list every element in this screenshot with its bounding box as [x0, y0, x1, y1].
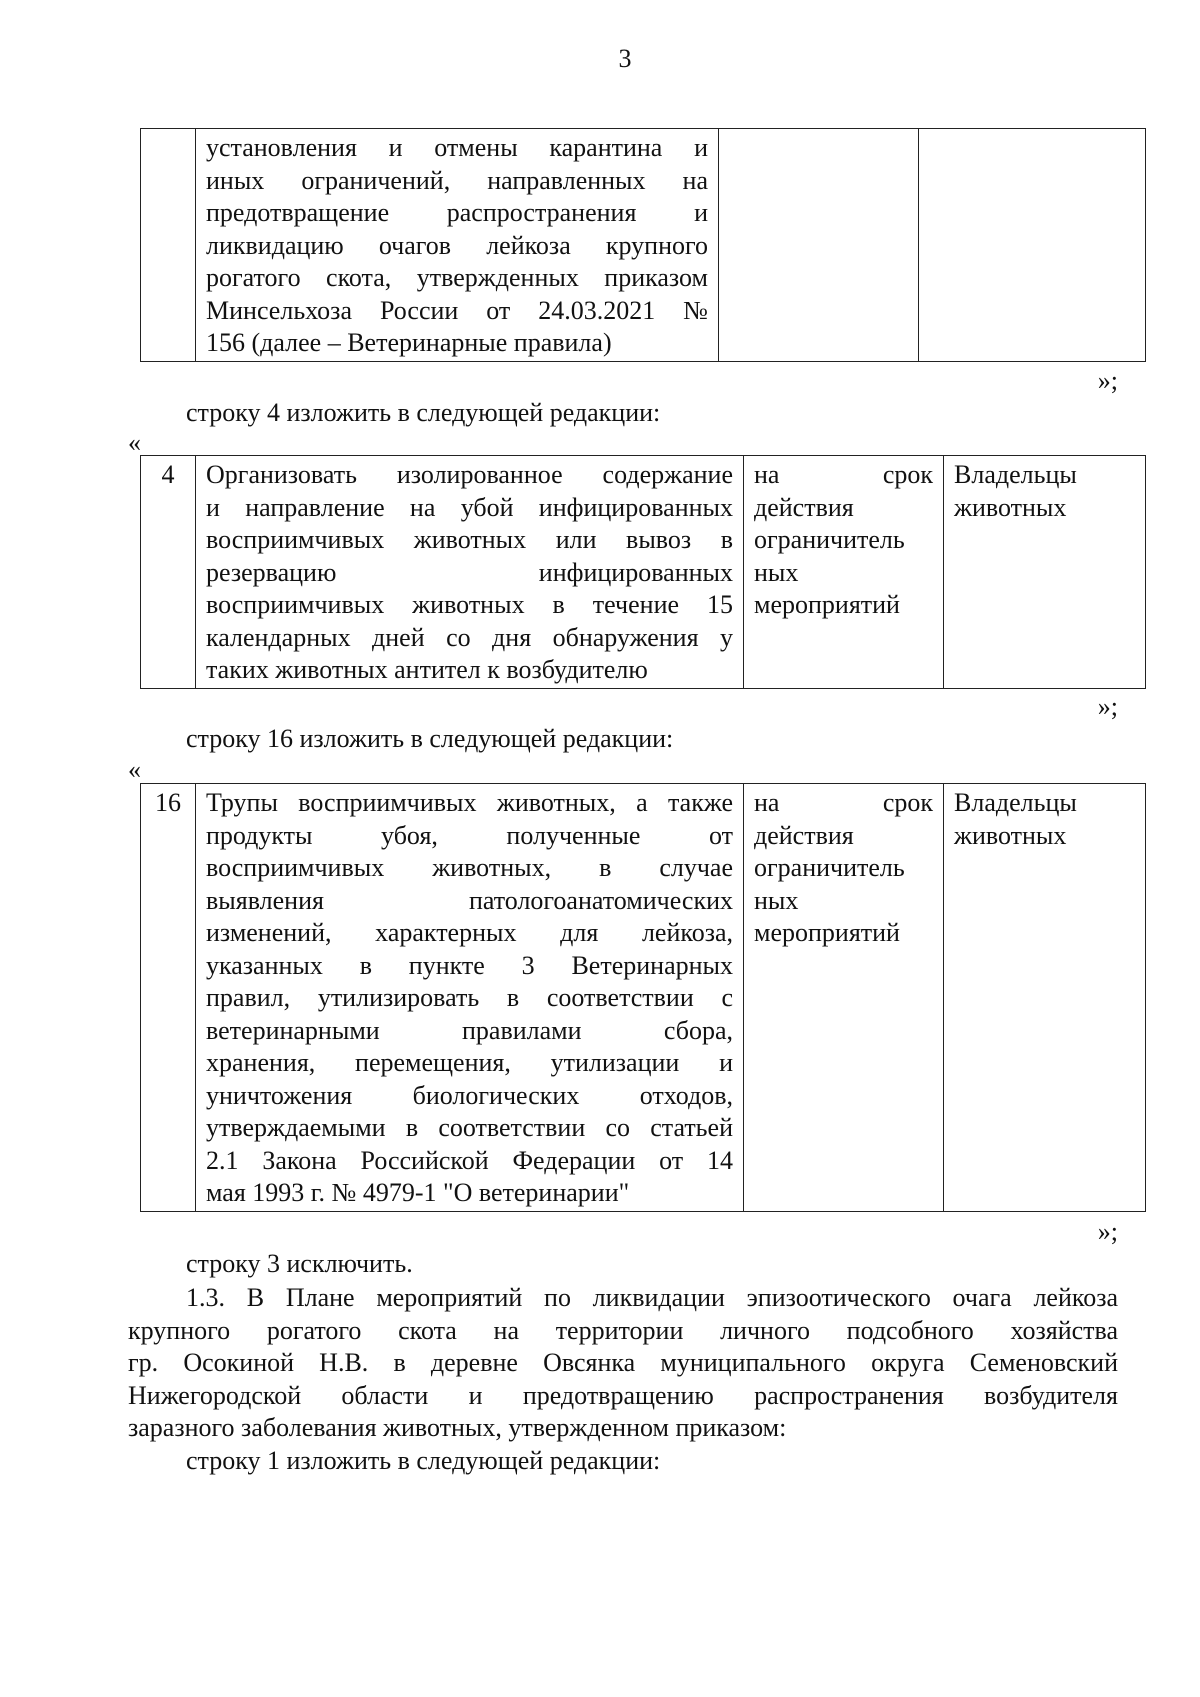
closing-quote: »; [1097, 692, 1118, 721]
text-line: на срок [754, 788, 933, 817]
text-line: выявления патологоанатомических [206, 885, 733, 915]
text-line: ных [754, 557, 799, 587]
cell-num: 4 [141, 456, 196, 689]
instruction-row1: строку 1 изложить в следующей редакции: [186, 1446, 661, 1475]
text-line: животных [954, 820, 1067, 850]
text-line: указанных в пункте 3 Ветеринарных [206, 950, 733, 980]
text-line: животных [954, 492, 1067, 522]
paragraph-1-3 [128, 1282, 1118, 1445]
table-continuation [140, 128, 1146, 362]
text-line: 2.1 Закона Российской Федерации от 14 [206, 1145, 733, 1175]
text-line: установления и отмены карантина и [206, 133, 708, 162]
text-line: ветеринарными правилами сбора, [206, 1015, 733, 1045]
text-line: гр. Осокиной Н.В. в деревне Овсянка муниципального округа Семеновский [128, 1348, 1118, 1377]
text-line: действия [754, 492, 854, 522]
instruction-row16: строку 16 изложить в следующей редакции: [186, 724, 674, 753]
text-line: Трупы восприимчивых животных, а также [206, 788, 733, 817]
text-line: Минсельхоза России от 24.03.2021 № [206, 295, 708, 325]
cell-content [196, 456, 744, 689]
text-line: календарных дней со дня обнаружения у [206, 622, 733, 652]
text-line: правил, утилизировать в соответствии с [206, 983, 733, 1012]
text-line: ограничитель [754, 525, 905, 554]
cell-responsible [944, 456, 1146, 689]
text-line: продукты убоя, полученные от [206, 820, 733, 850]
text-line: Владельцы [954, 788, 1077, 817]
table-row16 [140, 783, 1146, 1212]
text-line: рогатого скота, утвержденных приказом [206, 263, 708, 292]
text-line: уничтожения биологических отходов, [206, 1080, 733, 1110]
text-line: иных ограничений, направленных на [206, 165, 708, 195]
text-line: крупного рогатого скота на территории личного подсобного хозяйства [128, 1315, 1118, 1345]
text-line: восприимчивых животных или вывоз в [206, 525, 733, 554]
text-line: мероприятий [754, 590, 900, 619]
cell-term [744, 784, 944, 1212]
cell-num: 16 [141, 784, 196, 1212]
text-line: Нижегородской области и предотвращению распространения возбудителя [128, 1380, 1118, 1410]
text-line: мероприятий [754, 918, 900, 947]
table-row [141, 784, 1146, 1212]
page-number: 3 [618, 44, 632, 73]
table-row [141, 456, 1146, 689]
text-line: на срок [754, 460, 933, 489]
opening-quote: « [128, 755, 141, 784]
text-line: заразного заболевания животных, утвержденном приказом: [128, 1413, 787, 1442]
cell-responsible [944, 784, 1146, 1212]
text-line: и направление на убой инфицированных [206, 492, 733, 522]
instruction-row4: строку 4 изложить в следующей редакции: [186, 398, 661, 427]
cell-term [719, 129, 919, 362]
cell-num [141, 129, 196, 362]
text-line: ных [754, 885, 799, 915]
text-line: предотвращение распространения и [206, 198, 708, 227]
text-line: ограничитель [754, 853, 905, 882]
text-line: мая 1993 г. № 4979-1 "О ветеринарии" [206, 1178, 630, 1207]
closing-quote: »; [1097, 1217, 1118, 1246]
table-row4 [140, 455, 1146, 689]
cell-term [744, 456, 944, 689]
cell-content [196, 784, 744, 1212]
text-line: утверждаемыми в соответствии со статьей [206, 1113, 733, 1142]
table-row [141, 129, 1146, 362]
text-line: восприимчивых животных в течение 15 [206, 590, 733, 619]
text-line: изменений, характерных для лейкоза, [206, 918, 733, 947]
text-line: резервацию инфицированных [206, 557, 733, 587]
closing-quote: »; [1097, 366, 1118, 395]
cell-content [196, 129, 719, 362]
cell-responsible [919, 129, 1146, 362]
text-line: Владельцы [954, 460, 1077, 489]
text-line: ликвидацию очагов лейкоза крупного [206, 230, 708, 260]
text-line: 156 (далее – Ветеринарные правила) [206, 328, 612, 357]
text-line: хранения, перемещения, утилизации и [206, 1048, 733, 1077]
text-line: действия [754, 820, 854, 850]
instruction-row3: строку 3 исключить. [186, 1249, 413, 1278]
text-line: таких животных антител к возбудителю [206, 655, 648, 684]
text-line: восприимчивых животных, в случае [206, 853, 733, 882]
text-line: Организовать изолированное содержание [206, 460, 733, 489]
opening-quote: « [128, 428, 141, 457]
text-line: 1.3. В Плане мероприятий по ликвидации эпизоотического очага лейкоза [186, 1283, 1118, 1312]
